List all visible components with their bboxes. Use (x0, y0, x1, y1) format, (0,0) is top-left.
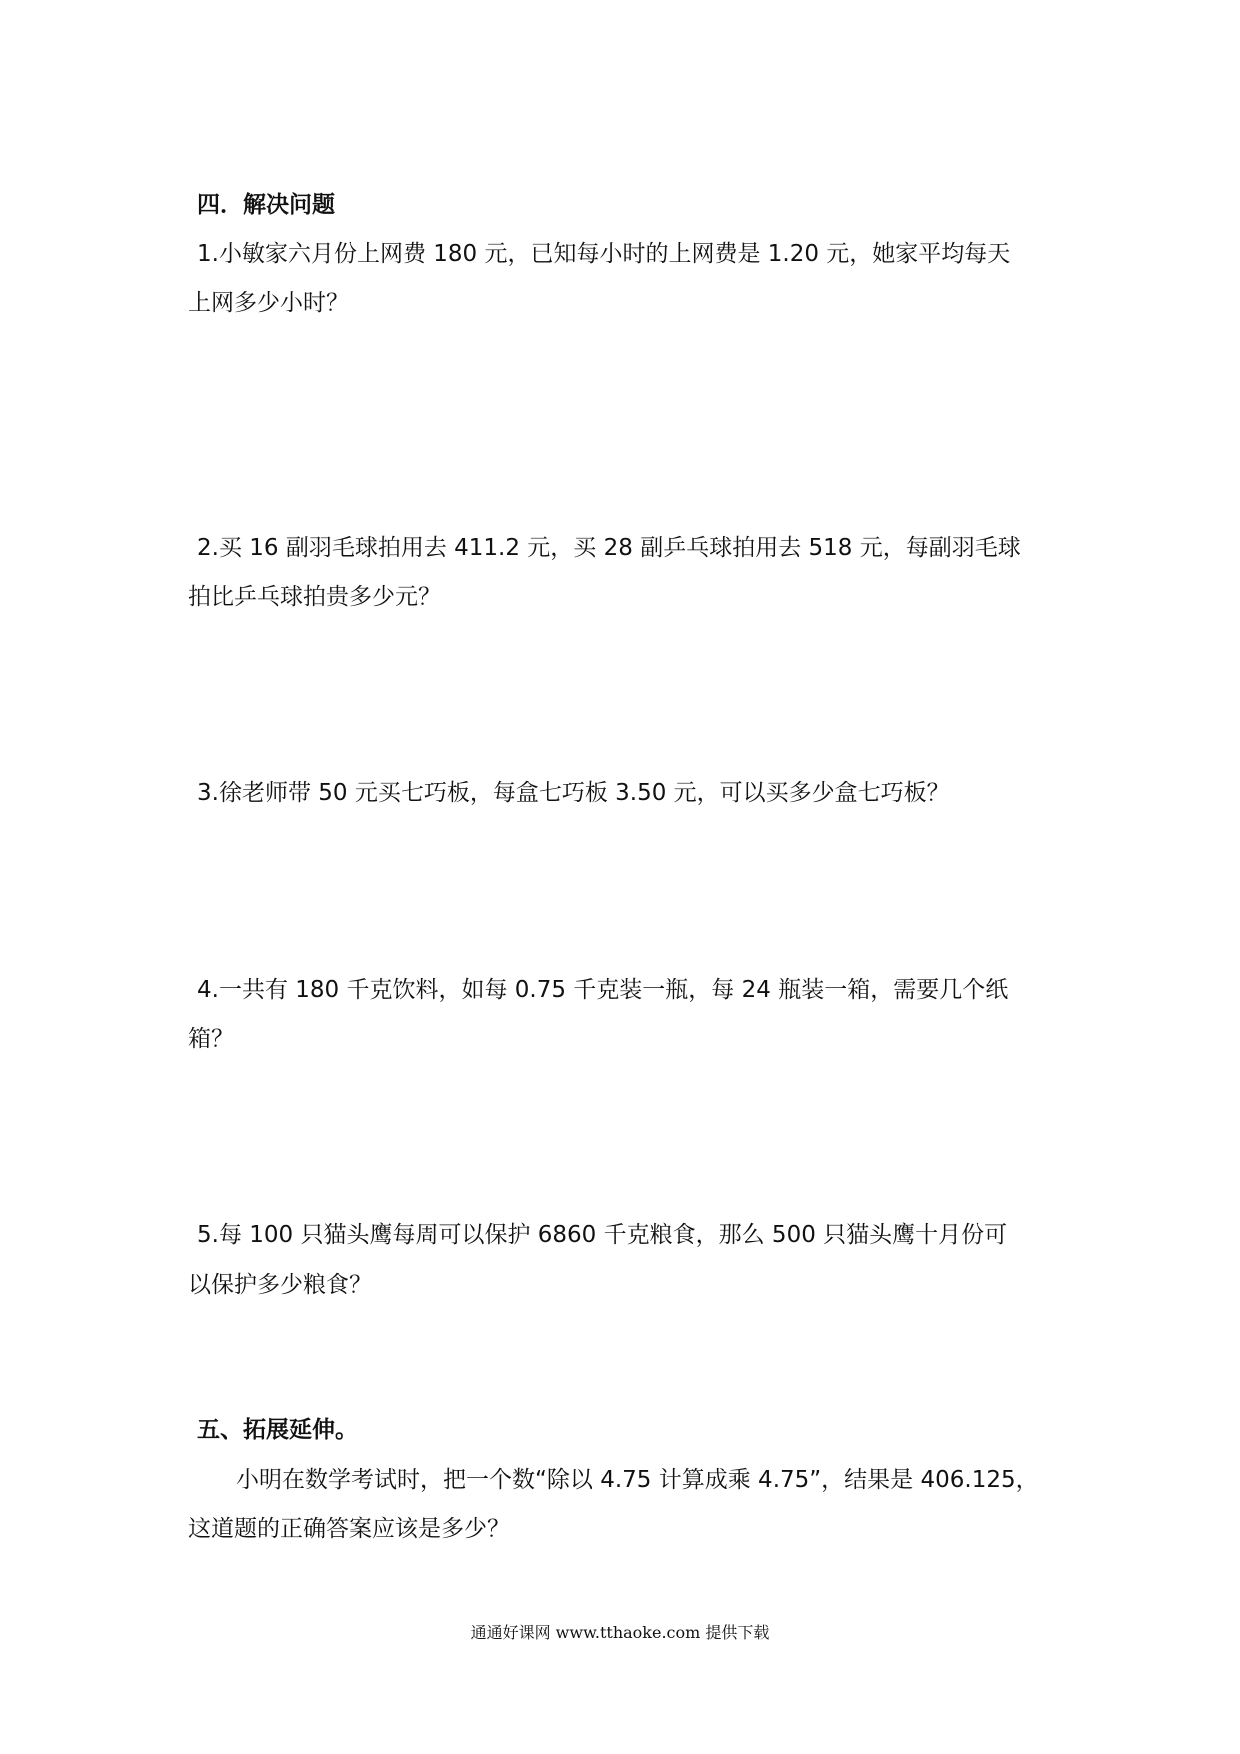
problem-2-line-1: 2.买 16 副羽毛球拍用去 411.2 元，买 28 副乒乓球拍用去 518 元，每副羽毛球 (197, 535, 1021, 561)
problem-5-line-2: 以保护多少粮食？ (188, 1272, 372, 1298)
problem-2-line-2: 拍比乒乓球拍贵多少元？ (188, 584, 441, 610)
extension-line-2: 这道题的正确答案应该是多少？ (188, 1516, 510, 1542)
problem-5-line-1: 5.每 100 只猫头鹰每周可以保护 6860 千克粮食，那么 500 只猫头鹰十月份可 (197, 1222, 1008, 1248)
footer-credit: 通通好课网 www.tthaoke.com 提供下载 (470, 1623, 770, 1642)
problem-4-line-2: 箱？ (188, 1026, 234, 1052)
section-5-heading: 五、拓展延伸。 (197, 1417, 358, 1443)
problem-3-line-1: 3.徐老师带 50 元买七巧板，每盒七巧板 3.50 元，可以买多少盒七巧板？ (197, 780, 950, 806)
problem-1-line-2: 上网多少小时？ (188, 290, 349, 316)
section-4-heading: 四．解决问题 (197, 192, 335, 218)
problem-4-line-1: 4.一共有 180 千克饮料，如每 0.75 千克装一瓶，每 24 瓶装一箱，需要几个纸 (197, 977, 1009, 1003)
problem-1-line-1: 1.小敏家六月份上网费 180 元，已知每小时的上网费是 1.20 元，她家平均每天 (197, 241, 1011, 267)
extension-line-1: 小明在数学考试时，把一个数“除以 4.75 计算成乘 4.75”，结果是 406.125， (236, 1467, 1039, 1493)
